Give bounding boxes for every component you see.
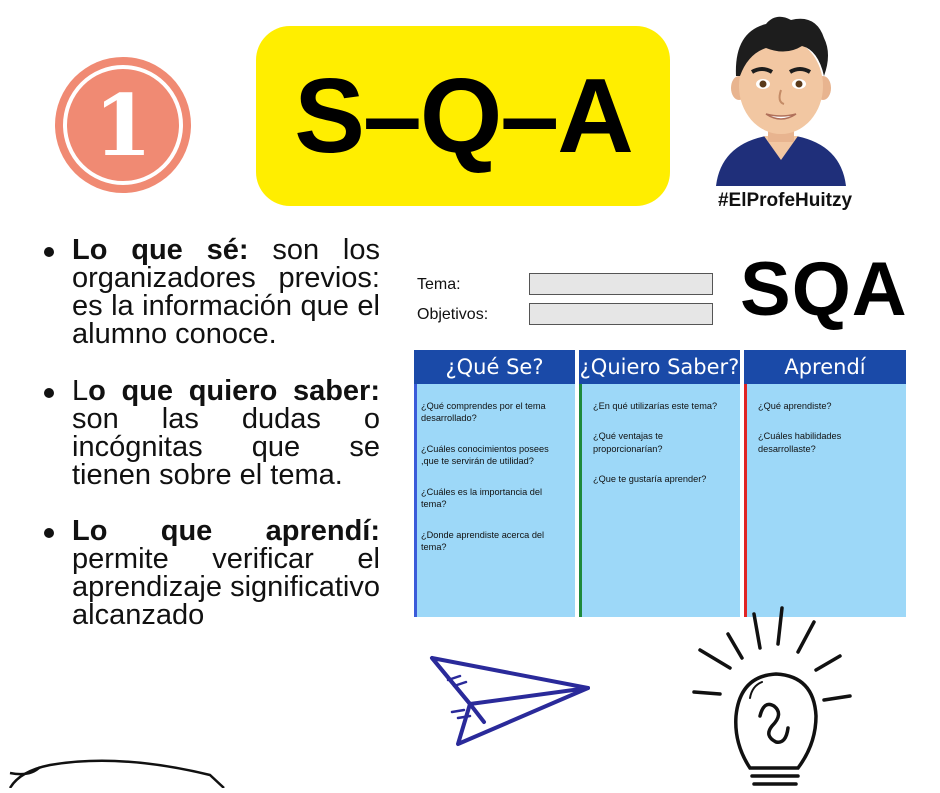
page-title: S–Q–A: [294, 57, 632, 175]
tema-label: Tema:: [417, 276, 461, 293]
paper-plane-icon: [424, 652, 594, 748]
question-item: ¿Donde aprendiste acerca del tema?: [421, 529, 545, 552]
objetivos-field[interactable]: [529, 303, 713, 325]
list-item: [40, 374, 380, 491]
column-header: ¿Qué Se?: [414, 350, 575, 384]
lightbulb-icon: [690, 604, 860, 788]
list-item-term: Lo que sé:: [72, 234, 249, 266]
question-item: ¿Qué aprendiste?: [758, 401, 832, 411]
question-item: ¿Cuáles habilidades desarrollaste?: [758, 431, 842, 454]
author-handle: #ElProfeHuitzy: [717, 190, 853, 211]
question-item: ¿Qué ventajas te proporcionarían?: [593, 431, 663, 454]
column-accent-line: [744, 384, 747, 617]
definition-list: [40, 236, 380, 658]
badge-number: 1: [93, 76, 153, 175]
list-item: [40, 236, 380, 349]
sqa-table: [414, 350, 906, 617]
question-item: ¿Que te gustaría aprender?: [593, 474, 707, 485]
objetivos-label: Objetivos:: [417, 306, 489, 323]
tema-field[interactable]: [529, 273, 713, 295]
column-quiero-saber: [579, 350, 740, 617]
column-accent-line: [579, 384, 582, 617]
column-header: ¿Quiero Saber?: [579, 350, 740, 384]
list-item-term: o que quiero saber:: [88, 374, 380, 407]
avatar: [706, 10, 856, 186]
column-aprendi: [744, 350, 906, 617]
column-que-se: [414, 350, 575, 617]
list-item-prefix: L: [72, 374, 89, 407]
list-item-term: Lo que aprendí:: [72, 515, 380, 547]
number-one-badge: [53, 55, 193, 195]
question-item: ¿Cuáles conocimientos posees ,que te servirán de utilidad?: [421, 443, 549, 467]
speech-bubble-outline: [0, 755, 230, 788]
question-item: ¿Qué comprendes por el tema desarrollado?: [421, 401, 546, 424]
column-header: Aprendí: [744, 350, 906, 384]
list-item: [40, 517, 380, 630]
column-accent-line: [414, 384, 417, 617]
title-banner: [256, 26, 670, 206]
list-item-text: permite verificar el aprendizaje significativo alcanzado: [72, 543, 380, 632]
sqa-heading: SQA: [740, 247, 908, 332]
list-item-text: son los organizadores previos: es la información que el alumno conoce.: [72, 234, 380, 351]
list-item-text: son las dudas o incógnitas que se tienen sobre el tema.: [72, 402, 380, 491]
question-item: ¿Cuáles es la importancia del tema?: [421, 486, 543, 510]
question-item: ¿En qué utilizarías este tema?: [593, 401, 718, 411]
